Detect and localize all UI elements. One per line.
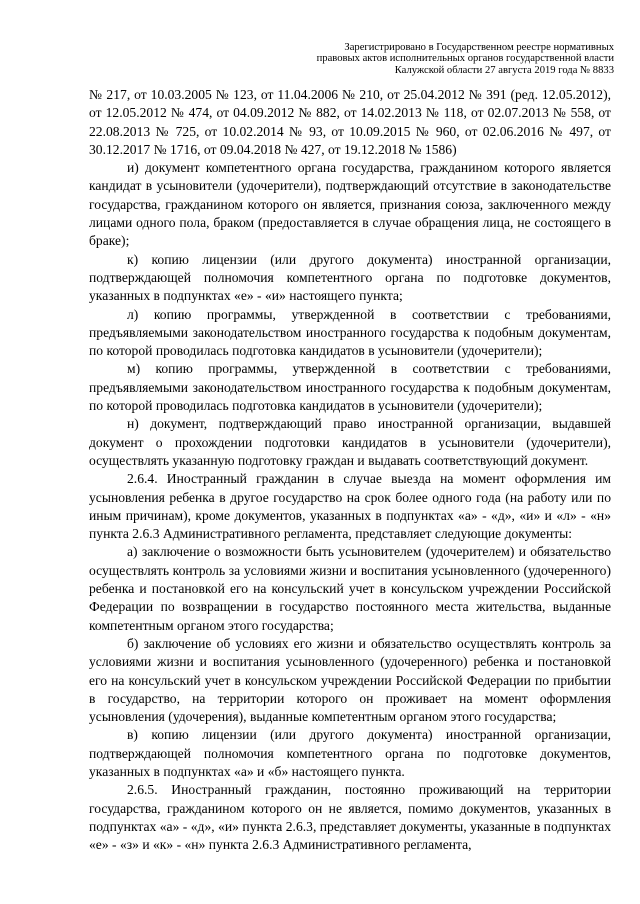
paragraph-item-m: м) копию программы, утвержденной в соответствии с требованиями, предъявляемыми законодательством иностранного государства к подобным документам, по которой проводилась подготовка кандидатов в усыновители (удочерители); [89, 361, 611, 414]
paragraph-item-b: б) заключение об условиях его жизни и обязательство осуществлять контроль за условиями жизни и воспитания усыновленного (удочеренного) ребенка и постановкой его на консульский учет в консульском учреждении Российской Федерации по прибытии в государство, на территории которого он проживает на момент оформления усыновления (удочерения), выданные компетентным органом этого государства; [89, 635, 611, 725]
paragraph-item-a: а) заключение о возможности быть усыновителем (удочерителем) и обязательство осуществлять контроль за условиями жизни и воспитания усыновленного (удочеренного) ребенка и постановкой его на консульский учет в консульском учреждении Российской Федерации по возвращении в государство постоянного места жительства, выданные компетентным органом этого государства; [89, 544, 611, 633]
registration-stamp-line: Зарегистрировано в Государственном реестре нормативных [344, 42, 614, 53]
document-body [89, 86, 611, 854]
paragraph-item-i: и) документ компетентного органа государства, гражданином которого является кандидат в усыновители (удочерители), подтверждающий отсутствие в законодательстве государства, гражданином которого он является, признания союза, заключенного между лицами одного пола, браком (предоставляется в случае обращения лица, не состоящего в браке); [89, 160, 611, 249]
registration-stamp-line: правовых актов исполнительных органов государственной власти [316, 53, 614, 65]
paragraph-2-6-4: 2.6.4. Иностранный гражданин в случае выезда на момент оформления им усыновления ребенка в другое государство на срок более одного года (на работу или по иным причинам), кроме документов, указанных в подпунктах «а» - «д», «и» и «л» - «н» пункта 2.6.3 Административного регламента, представляет следующие документы: [89, 471, 611, 542]
paragraph-item-n: н) документ, подтверждающий право иностранной организации, выдавшей документ о прохождении подготовки кандидатов в усыновители (удочерители), осуществлять указанную подготовку граждан и выдавать соответствующий документ. [89, 416, 611, 468]
paragraph-2-6-5: 2.6.5. Иностранный гражданин, постоянно проживающий на территории государства, гражданином которого он не является, помимо документов, указанных в подпунктах «а» - «д», «и» пункта 2.6.3, представляет документы, указанные в подпунктах «е» - «з» и «к» - «н» пункта 2.6.3 Административного регламента, [89, 782, 611, 853]
paragraph-item-k: к) копию лицензии (или другого документа) иностранной организации, подтверждающей полномочия компетентного органа по подготовке документов, указанных в подпунктах «е» - «и» настоящего пункта; [89, 251, 611, 304]
paragraph-item-v: в) копию лицензии (или другого документа) иностранной организации, подтверждающей полномочия компетентного органа по подготовке документов, указанных в подпунктах «а» и «б» настоящего пункта. [89, 727, 611, 779]
registration-stamp-line: Калужской области 27 августа 2019 года № 8833 [394, 64, 614, 76]
paragraph-continuation: № 217, от 10.03.2005 № 123, от 11.04.2006 № 210, от 25.04.2012 № 391 (ред. 12.05.2012), от 12.05.2012 № 474, от 04.09.2012 № 882, от 14.02.2013 № 118, от 02.07.2013 № 558, от 22.08.2013 № 725, от 10.02.2014 № 93, от 10.09.2015 № 960, от 02.06.2016 № 497, от 30.12.2017 № 1716, от 09.04.2018 № 427, от 19.12.2018 № 1586) [89, 87, 611, 157]
paragraph-item-l: л) копию программы, утвержденной в соответствии с требованиями, предъявляемыми законодательством иностранного государства к подобным документам, по которой проводилась подготовка кандидатов в усыновители (удочерители); [89, 306, 611, 359]
registration-stamp [314, 42, 614, 76]
